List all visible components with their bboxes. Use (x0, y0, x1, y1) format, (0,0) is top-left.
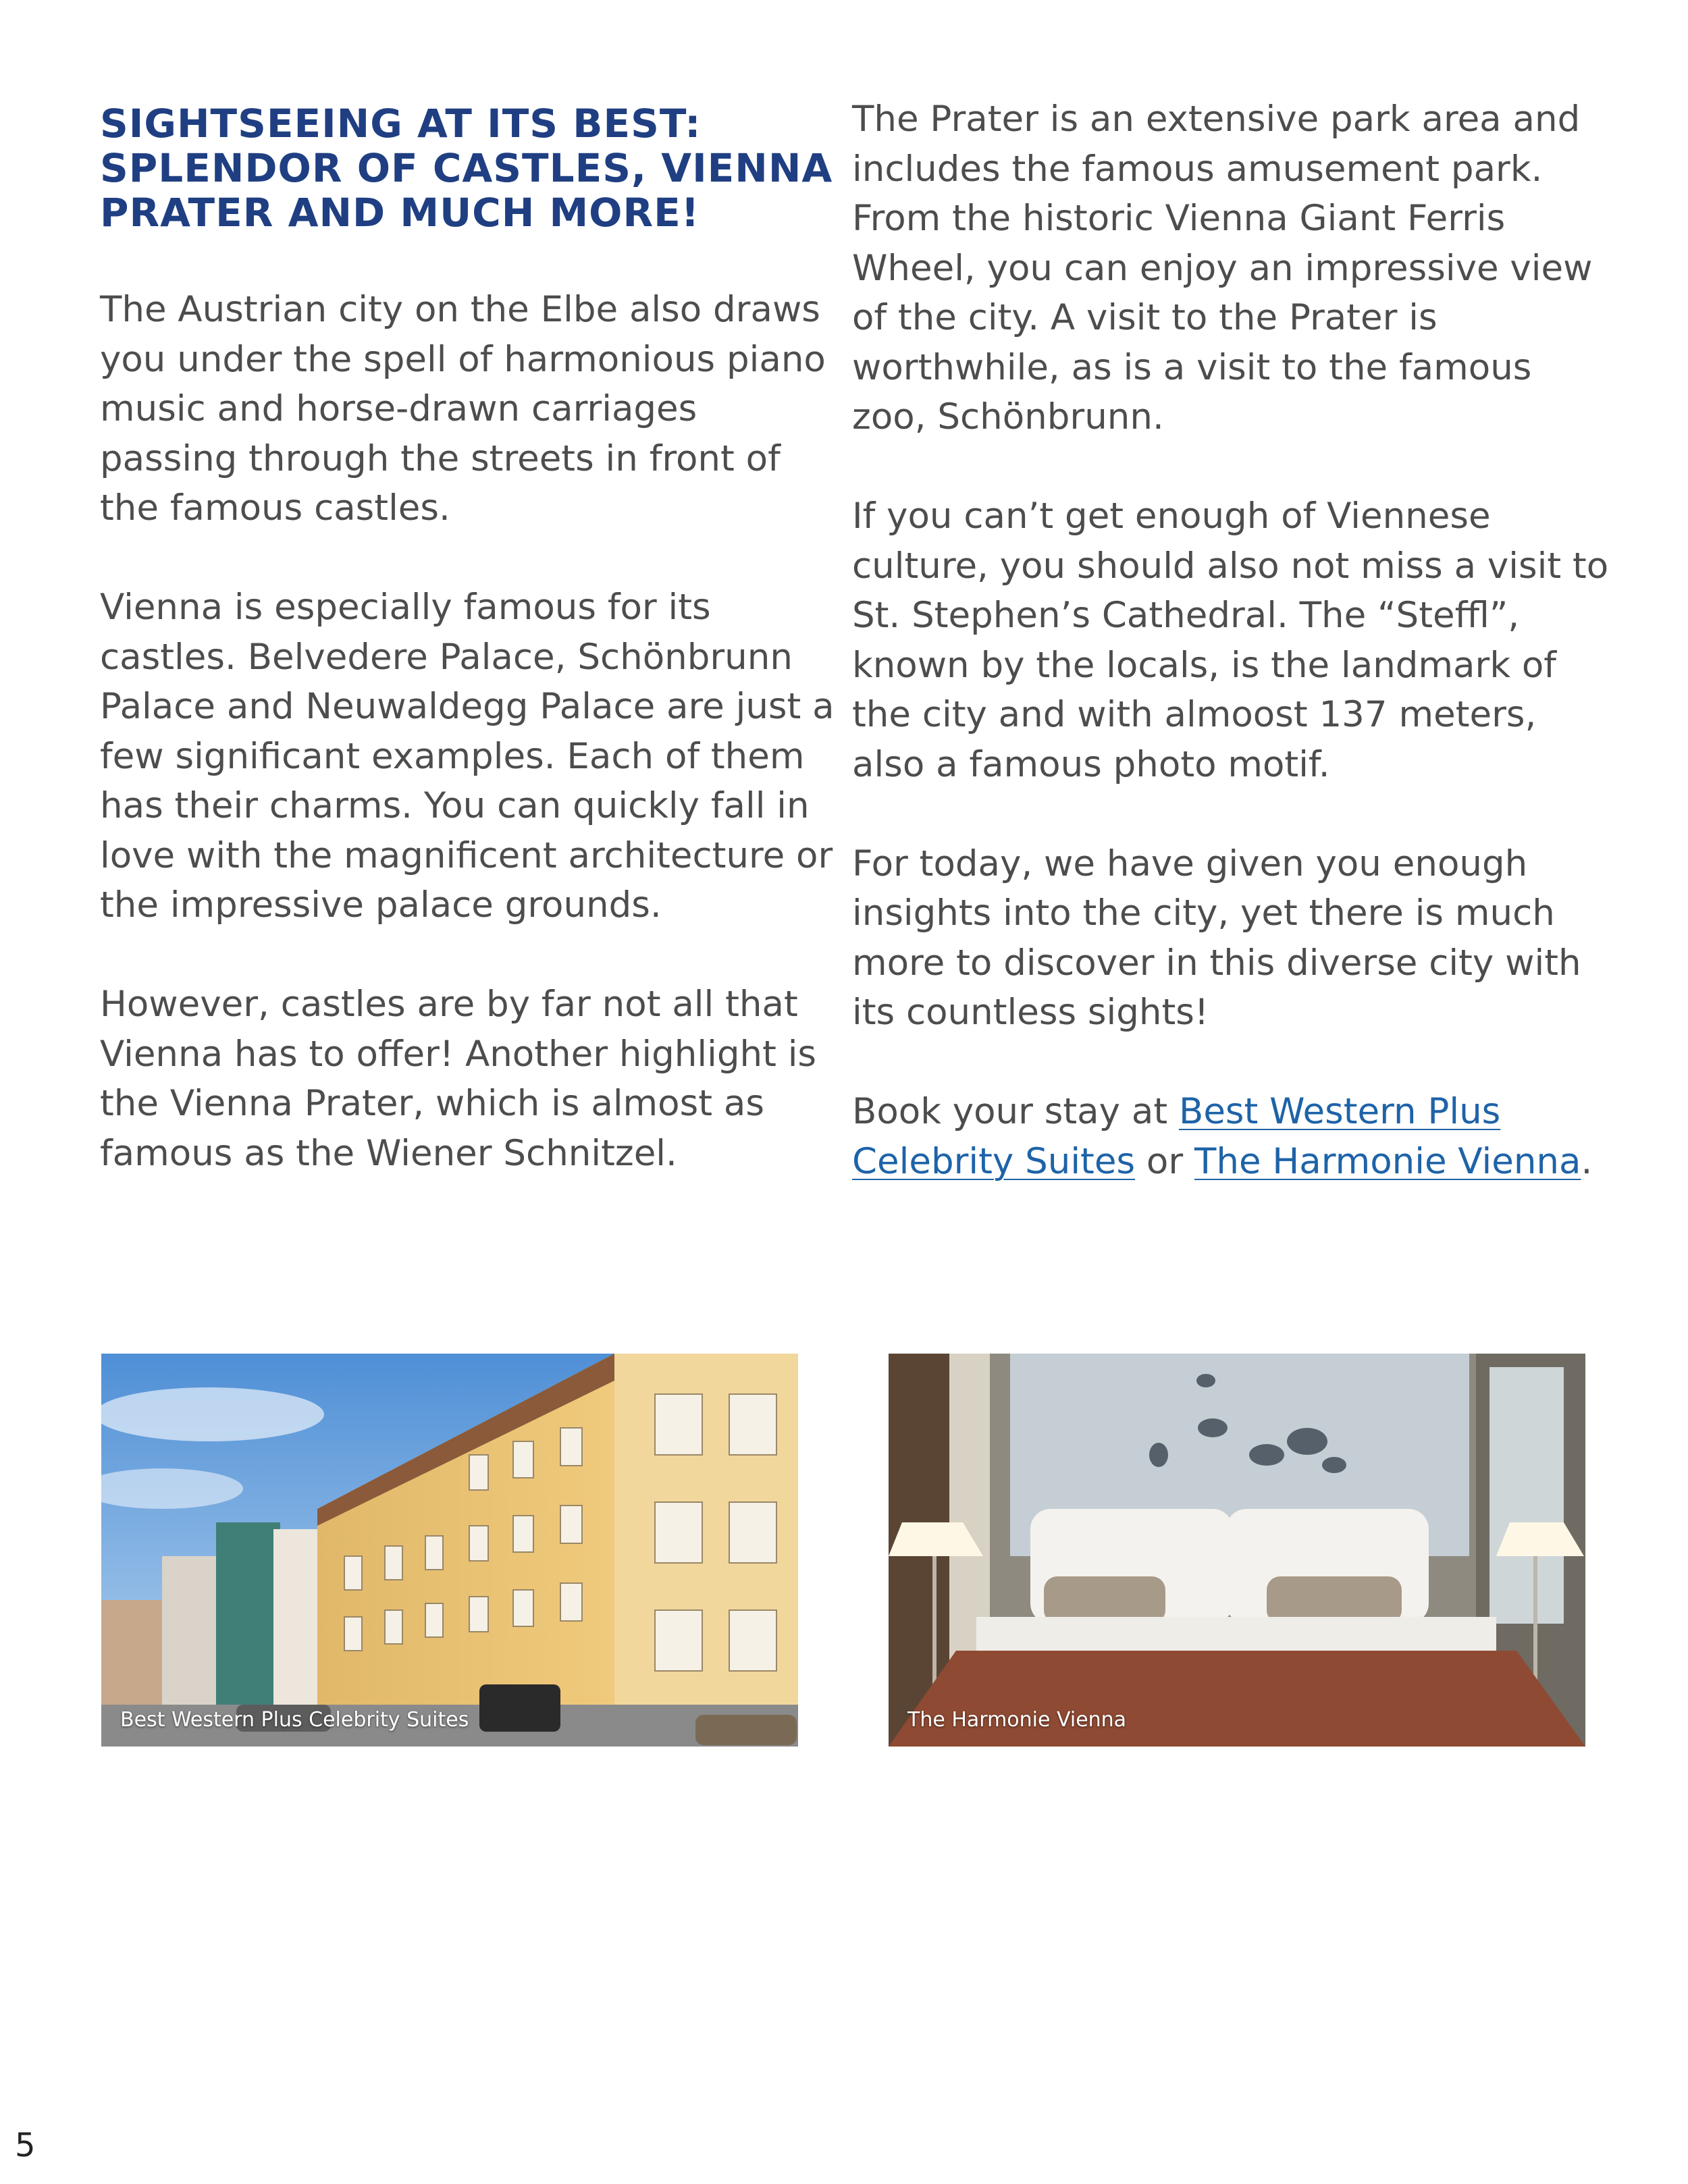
booking-prefix: Book your stay at (852, 1091, 1179, 1132)
hotel-building-photo (101, 1354, 798, 1747)
paragraph-prater-intro: However, castles are by far not all that Vienna has to offer! Another highlight is the Vienna Prater, which is almost as famous as the Wiener Schnitzel. (100, 984, 817, 1174)
booking-paragraph (852, 1087, 1615, 1186)
best-western-link[interactable]: Best Western Plus Celebrity Suites (852, 1091, 1501, 1182)
harmonie-vienna-link[interactable]: The Harmonie Vienna (1194, 1140, 1581, 1182)
paragraph-prater: The Prater is an extensive park area and includes the famous amusement park. From the historic Vienna Giant Ferris Wheel, you can enjoy an impressive view of the city. A visit to the Prater is worthwhile, as is a visit to the famous zoo, Schönbrunn. (852, 99, 1593, 437)
paragraph-intro: The Austrian city on the Elbe also draws you under the spell of harmonious piano music and horse-drawn carriages passing through the streets in front of the famous castles. (100, 289, 826, 529)
booking-middle: or (1135, 1140, 1194, 1182)
left-column (100, 101, 836, 1178)
paragraph-conclusion: For today, we have given you enough insights into the city, yet there is much more to discover in this diverse city with its countless sights! (852, 843, 1581, 1033)
paragraph-castles: Vienna is especially famous for its castles. Belvedere Palace, Schönbrunn Palace and Neuwaldegg Palace are just a few significant examples. Each of them has their charms. You can quickly fall in love with the magnificent architecture or the impressive palace grounds. (100, 587, 835, 926)
booking-suffix: . (1581, 1140, 1593, 1182)
paragraph-cathedral: If you can’t get enough of Viennese culture, you should also not miss a visit to St. Stephen’s Cathedral. The “Steffl”, known by the locals, is the landmark of the city and with almoost 137 meters, also a famous photo motif. (852, 496, 1609, 785)
hotel-room-photo (889, 1354, 1585, 1747)
right-column (852, 95, 1615, 1186)
building-image (101, 1354, 798, 1747)
photo-caption-left: Best Western Plus Celebrity Suites (120, 1708, 469, 1732)
photo-caption-right: The Harmonie Vienna (907, 1708, 1127, 1732)
bedroom-image (889, 1354, 1585, 1747)
page-number: 5 (15, 2127, 36, 2164)
section-heading: SIGHTSEEING AT ITS BEST: SPLENDOR OF CASTLES, VIENNA PRATER AND MUCH MORE! (100, 101, 833, 236)
